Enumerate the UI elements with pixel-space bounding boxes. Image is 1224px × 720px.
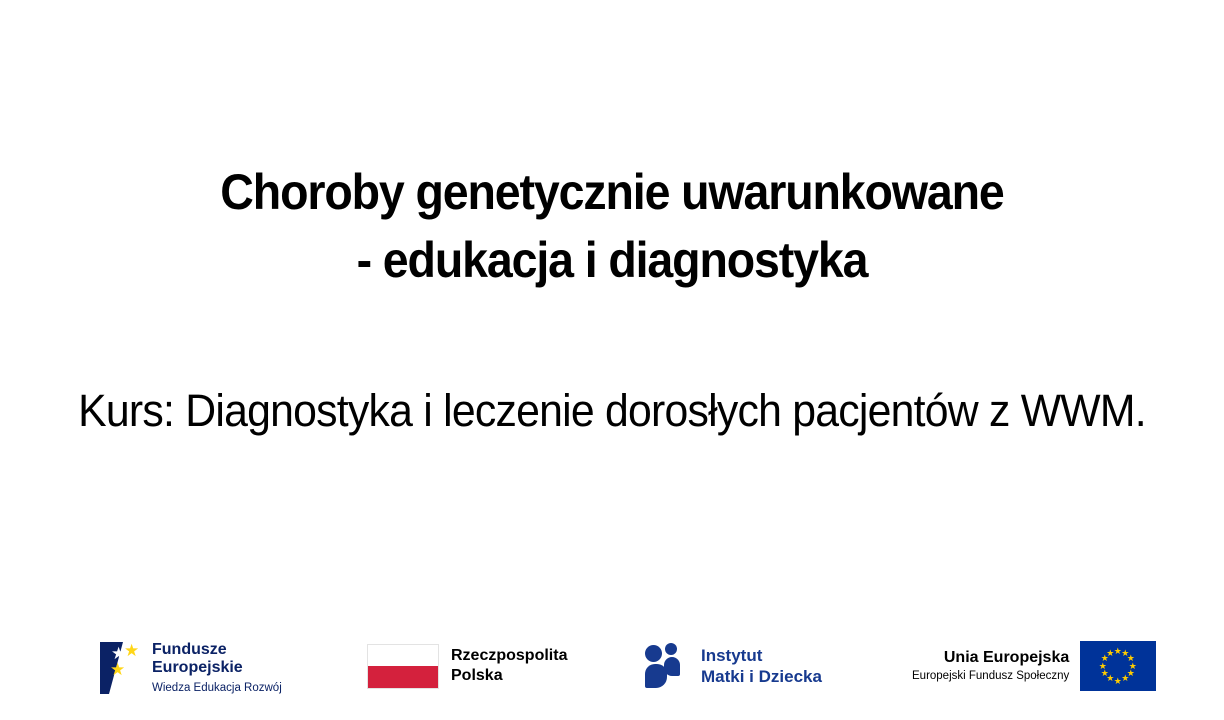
fundusze-europejskie-line-3: Wiedza Edukacja Rozwój bbox=[152, 681, 282, 694]
logo-fundusze-europejskie bbox=[100, 638, 282, 698]
polish-flag-icon bbox=[367, 644, 439, 689]
eu-star-icon: ★ bbox=[1126, 653, 1135, 663]
unia-europejska-line-2: Europejski Fundusz Społeczny bbox=[912, 670, 1070, 682]
eu-star-icon: ★ bbox=[1126, 668, 1135, 678]
eu-star-icon: ★ bbox=[1106, 673, 1115, 684]
rzeczpospolita-polska-line-2: Polska bbox=[451, 667, 503, 684]
eu-star-icon: ★ bbox=[1100, 653, 1109, 663]
unia-europejska-text bbox=[912, 648, 1069, 684]
slide-subtitle-line-1: Kurs: Diagnostyka i leczenie dorosłych pacjentów z WWM. bbox=[78, 385, 1146, 436]
fundusze-europejskie-icon: ★ ★ ★ ★ bbox=[100, 642, 144, 694]
mother-and-child-icon bbox=[645, 643, 691, 689]
eu-star-icon: ★ bbox=[1121, 673, 1130, 684]
eu-star-icon: ★ bbox=[1113, 675, 1122, 686]
fundusze-europejskie-text bbox=[152, 641, 282, 696]
footer-logo-bar bbox=[0, 632, 1224, 702]
instytut-matki-i-dziecka-line-2: Matki i Dziecka bbox=[701, 667, 822, 686]
slide-title bbox=[0, 158, 1224, 294]
logo-instytut-matki-i-dziecka bbox=[645, 636, 822, 696]
rzeczpospolita-polska-text bbox=[451, 646, 567, 686]
slide-title-line-2: - edukacja i diagnostyka bbox=[356, 232, 868, 288]
instytut-matki-i-dziecka-line-1: Instytut bbox=[701, 646, 763, 665]
eu-star-icon: ★ bbox=[1098, 660, 1107, 671]
eu-star-icon: ★ bbox=[1100, 668, 1109, 678]
logo-unia-europejska bbox=[912, 636, 1156, 696]
rzeczpospolita-polska-line-1: Rzeczpospolita bbox=[451, 647, 568, 664]
fundusze-europejskie-line-2: Europejskie bbox=[152, 658, 243, 676]
slide-subtitle bbox=[0, 382, 1224, 440]
eu-star-icon: ★ bbox=[1128, 660, 1137, 671]
slide-title-line-1: Choroby genetycznie uwarunkowane bbox=[220, 164, 1004, 220]
instytut-matki-i-dziecka-text bbox=[701, 645, 822, 687]
eu-flag-icon bbox=[1080, 641, 1156, 691]
logo-rzeczpospolita-polska bbox=[367, 636, 567, 696]
fundusze-europejskie-line-1: Fundusze bbox=[152, 640, 227, 658]
eu-star-icon: ★ bbox=[1113, 645, 1122, 656]
eu-star-icon: ★ bbox=[1106, 647, 1115, 658]
eu-star-icon: ★ bbox=[1121, 647, 1130, 658]
unia-europejska-line-1: Unia Europejska bbox=[943, 649, 1070, 666]
